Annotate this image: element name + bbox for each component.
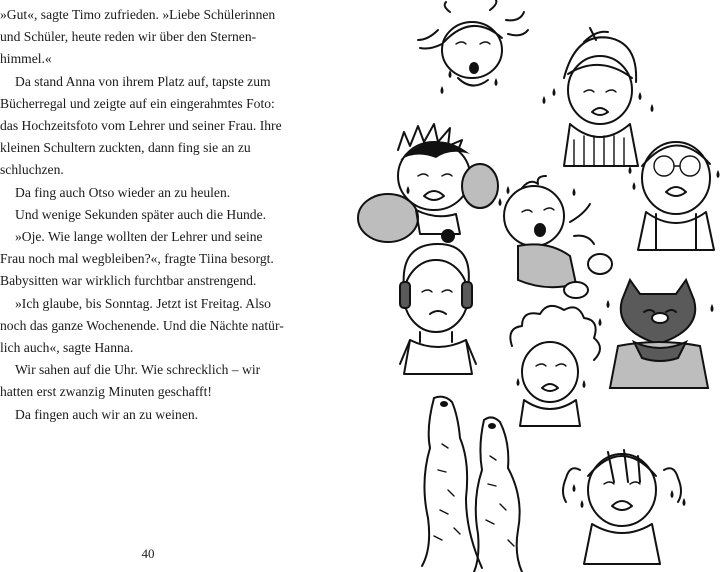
crying-boxer-boy-illustration [358, 124, 498, 243]
crying-characters-illustration [338, 0, 720, 572]
text-line: Wir sahen auf die Uhr. Wie schrecklich – wir [15, 362, 261, 378]
text-line: Und wenige Sekunden später auch die Hunde. [15, 206, 267, 222]
howling-dogs-illustration [422, 397, 522, 572]
text-line: hatten erst zwanzig Minuten geschafft! [0, 384, 212, 400]
text-line: schluchzen. [0, 162, 64, 178]
text-line: »Ich glaube, bis Sonntag. Jetzt ist Freitag. Also [15, 295, 271, 311]
crying-girl-cap-illustration [543, 28, 654, 166]
crying-masked-kid-illustration [599, 280, 714, 388]
text-line: Bücherregal und zeigte auf ein eingerahmtes Foto: [0, 95, 275, 111]
text-line: lich auch«, sagte Hanna. [0, 340, 134, 356]
text-line: Da fingen auch wir an zu weinen. [15, 406, 199, 422]
crying-baby-illustration [499, 176, 613, 298]
text-line: Da fing auch Otso wieder an zu heulen. [15, 184, 231, 200]
text-line: noch das ganze Wochenende. Und die Nächte natür- [0, 317, 284, 333]
text-line: »Gut«, sagte Timo zufrieden. »Liebe Schülerinnen [0, 7, 276, 22]
text-line: Da stand Anna von ihrem Platz auf, tapste zum [15, 73, 271, 89]
crying-girl-glasses-illustration [629, 142, 720, 250]
crying-girl-braids-illustration [418, 0, 528, 94]
text-line: Babysitten war wirklich furchtbar anstrengend. [0, 273, 257, 289]
crying-curly-kid-illustration [510, 306, 600, 426]
book-text [0, 4, 312, 426]
text-line: Frau noch mal wegbleiben?«, fragte Tiina besorgt. [0, 251, 274, 267]
text-line: himmel.« [0, 51, 52, 67]
text-line: »Oje. Wie lange wollten der Lehrer und seine [15, 229, 263, 245]
text-line: und Schüler, heute reden wir über den Sternen- [0, 29, 257, 45]
text-line: das Hochzeitsfoto vom Lehrer und seiner Frau. Ihre [0, 118, 282, 134]
crying-boy-headphones-illustration [400, 244, 476, 374]
page-number: 40 [141, 546, 155, 561]
crying-girl-pigtails-illustration [563, 450, 686, 564]
text-line: kleinen Schultern zuckten, dann fing sie an zu [0, 140, 251, 156]
